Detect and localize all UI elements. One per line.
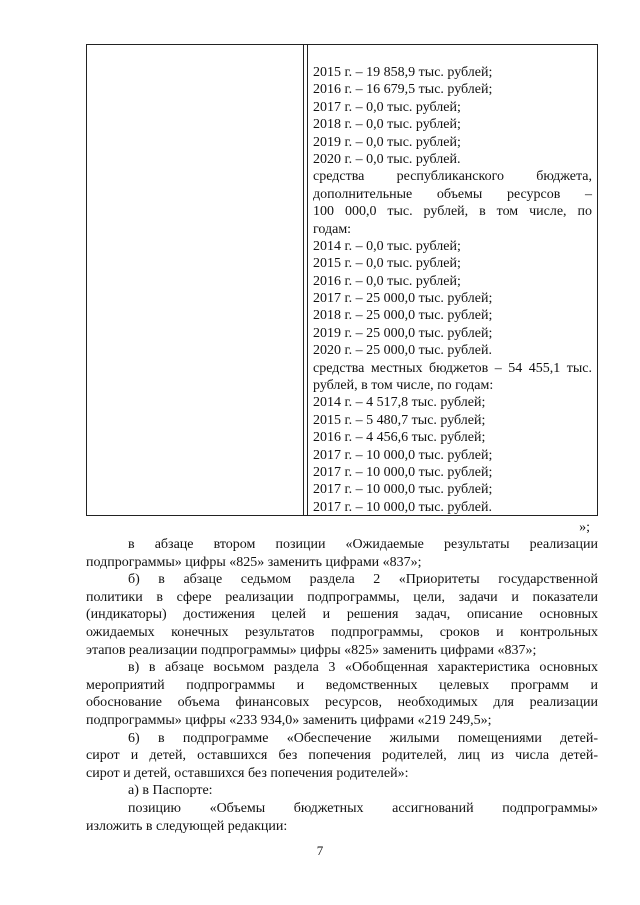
table-line: 2018 г. – 0,0 тыс. рублей; [313, 117, 461, 133]
text-line: сирот и детей, оставшихся без попечения родителей, лиц из числа детей- [86, 748, 598, 764]
table-line: 2018 г. – 25 000,0 тыс. рублей; [313, 308, 493, 324]
text-line: ожидаемых конечных результатов подпрограммы, сроков и контрольных [86, 624, 598, 640]
paragraph-p1 [86, 536, 598, 571]
paragraph-p4 [86, 730, 598, 783]
text-line: 6) в подпрограмме «Обеспечение жилыми помещениями детей- [128, 730, 598, 746]
table-divider-double [307, 44, 308, 516]
table-line: годам: [313, 221, 352, 237]
budget-table-fragment [86, 44, 598, 516]
paragraph-p3 [86, 659, 598, 729]
table-line: 2017 г. – 10 000,0 тыс. рублей; [313, 482, 493, 498]
table-line: 2015 г. – 0,0 тыс. рублей; [313, 256, 461, 272]
text-line: в) в абзаце восьмом раздела 3 «Обобщенная характеристика основных [128, 660, 598, 676]
text-line: сирот и детей, оставшихся без попечения родителей»: [86, 765, 409, 781]
table-border-left [86, 44, 87, 516]
table-line: 2019 г. – 25 000,0 тыс. рублей; [313, 325, 493, 341]
table-line: рублей, в том числе, по годам: [313, 378, 494, 394]
table-line: 2016 г. – 16 679,5 тыс. рублей; [313, 82, 493, 98]
table-line: 2017 г. – 10 000,0 тыс. рублей. [313, 499, 492, 515]
paragraph-p2 [86, 571, 598, 659]
text-line: мероприятий подпрограммы и ведомственных целевых программ и [86, 677, 598, 693]
table-value-cell [313, 64, 592, 516]
table-border-right [597, 44, 598, 516]
document-body [86, 536, 598, 835]
table-line: 2015 г. – 19 858,9 тыс. рублей; [313, 65, 493, 80]
table-line: 2019 г. – 0,0 тыс. рублей; [313, 134, 461, 150]
table-line: 2016 г. – 0,0 тыс. рублей; [313, 273, 461, 289]
table-line: дополнительные объемы ресурсов – [313, 186, 592, 202]
text-line: а) в Паспорте: [128, 783, 213, 799]
text-line: в абзаце втором позиции «Ожидаемые результаты реализации [128, 537, 598, 552]
table-line: 2016 г. – 4 456,6 тыс. рублей; [313, 430, 486, 446]
text-line: (индикаторы) достижения целей и решения задач, описание основных [86, 607, 598, 623]
table-line: 2020 г. – 0,0 тыс. рублей. [313, 151, 461, 167]
text-line: обоснование объема финансовых ресурсов, необходимых для реализации [86, 695, 598, 711]
table-divider [303, 44, 304, 516]
table-line: 2014 г. – 4 517,8 тыс. рублей; [313, 395, 486, 411]
text-line: этапов реализации подпрограммы» цифры «825» заменить цифрами «837»; [86, 642, 537, 658]
text-line: б) в абзаце седьмом раздела 2 «Приоритеты государственной [128, 572, 598, 588]
paragraph-p6 [86, 800, 598, 835]
text-line: изложить в следующей редакции: [86, 818, 288, 834]
table-border-top [86, 44, 598, 45]
table-line: средства республиканского бюджета, [313, 169, 592, 185]
page-number: 7 [316, 843, 324, 858]
text-line: подпрограммы» цифры «825» заменить цифрами «837»; [86, 554, 422, 570]
table-line: 2014 г. – 0,0 тыс. рублей; [313, 238, 461, 254]
table-line: средства местных бюджетов – 54 455,1 тыс. [313, 360, 592, 376]
closing-quote: »; [579, 520, 590, 535]
text-line: политики в сфере реализации подпрограммы, цели, задачи и показатели [86, 589, 598, 605]
table-line: 100 000,0 тыс. рублей, в том числе, по [313, 204, 592, 220]
text-line: подпрограммы» цифры «233 934,0» заменить цифрами «219 249,5»; [86, 712, 492, 728]
table-line: 2020 г. – 25 000,0 тыс. рублей. [313, 343, 492, 359]
paragraph-p5 [86, 782, 598, 800]
text-line: позицию «Объемы бюджетных ассигнований подпрограммы» [128, 800, 598, 816]
table-line: 2017 г. – 0,0 тыс. рублей; [313, 99, 461, 115]
table-line: 2017 г. – 10 000,0 тыс. рублей; [313, 447, 493, 463]
table-line: 2017 г. – 25 000,0 тыс. рублей; [313, 291, 493, 307]
table-line: 2015 г. – 5 480,7 тыс. рублей; [313, 412, 486, 428]
table-line: 2017 г. – 10 000,0 тыс. рублей; [313, 464, 493, 480]
